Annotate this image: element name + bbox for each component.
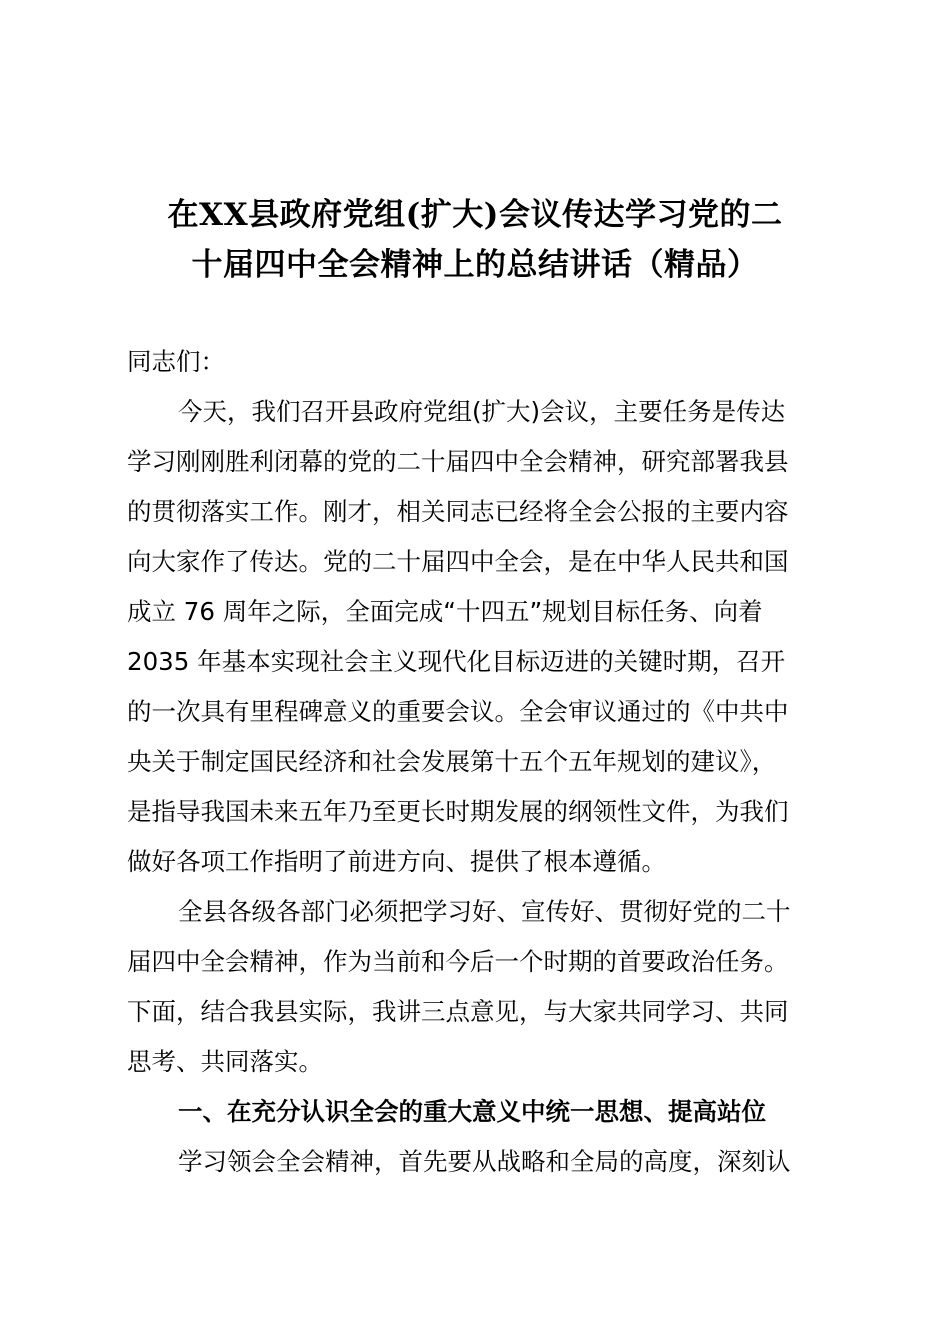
paragraph-2 bbox=[127, 887, 827, 1087]
title-line-2: 十届四中全会精神上的总结讲话（精品） bbox=[191, 247, 759, 283]
document-body bbox=[127, 337, 827, 1187]
paragraph-1 bbox=[127, 387, 827, 887]
paragraph-line: 是指导我国未来五年乃至更长时期发展的纲领性文件，为我们 bbox=[127, 797, 789, 826]
paragraph-line: 2035 年基本实现社会主义现代化目标迈进的关键时期，召开 bbox=[127, 647, 786, 676]
paragraph-line: 学习刚刚胜利闭幕的党的二十届四中全会精神，研究部署我县 bbox=[127, 447, 789, 476]
paragraph-line: 的一次具有里程碑意义的重要会议。全会审议通过的《中共中 bbox=[127, 697, 789, 726]
paragraph-line: 央关于制定国民经济和社会发展第十五个五年规划的建议》， bbox=[127, 747, 777, 776]
paragraph-line: 的贯彻落实工作。刚才，相关同志已经将全会公报的主要内容 bbox=[127, 497, 789, 526]
paragraph-line: 做好各项工作指明了前进方向、提供了根本遵循。 bbox=[127, 847, 666, 876]
salutation: 同志们： bbox=[127, 347, 225, 376]
paragraph-line: 今天，我们召开县政府党组(扩大)会议，主要任务是传达 bbox=[178, 397, 786, 426]
document-title bbox=[120, 190, 830, 290]
title-line-1: 在XX县政府党组(扩大)会议传达学习党的二 bbox=[167, 197, 783, 233]
paragraph-line: 成立 76 周年之际，全面完成“十四五”规划目标任务、向着 bbox=[127, 597, 763, 626]
paragraph-line: 思考、共同落实。 bbox=[127, 1047, 323, 1076]
paragraph-line: 届四中全会精神，作为当前和今后一个时期的首要政治任务。 bbox=[127, 947, 789, 976]
paragraph-line: 下面，结合我县实际，我讲三点意见，与大家共同学习、共同 bbox=[127, 997, 789, 1026]
paragraph-line: 全县各级各部门必须把学习好、宣传好、贯彻好党的二十 bbox=[178, 897, 791, 926]
section-heading-1: 一、在充分认识全会的重大意义中统一思想、提高站位 bbox=[178, 1097, 766, 1126]
section-paragraph-line: 学习领会全会精神，首先要从战略和全局的高度，深刻认 bbox=[178, 1147, 791, 1176]
paragraph-line: 向大家作了传达。党的二十届四中全会，是在中华人民共和国 bbox=[127, 547, 789, 576]
